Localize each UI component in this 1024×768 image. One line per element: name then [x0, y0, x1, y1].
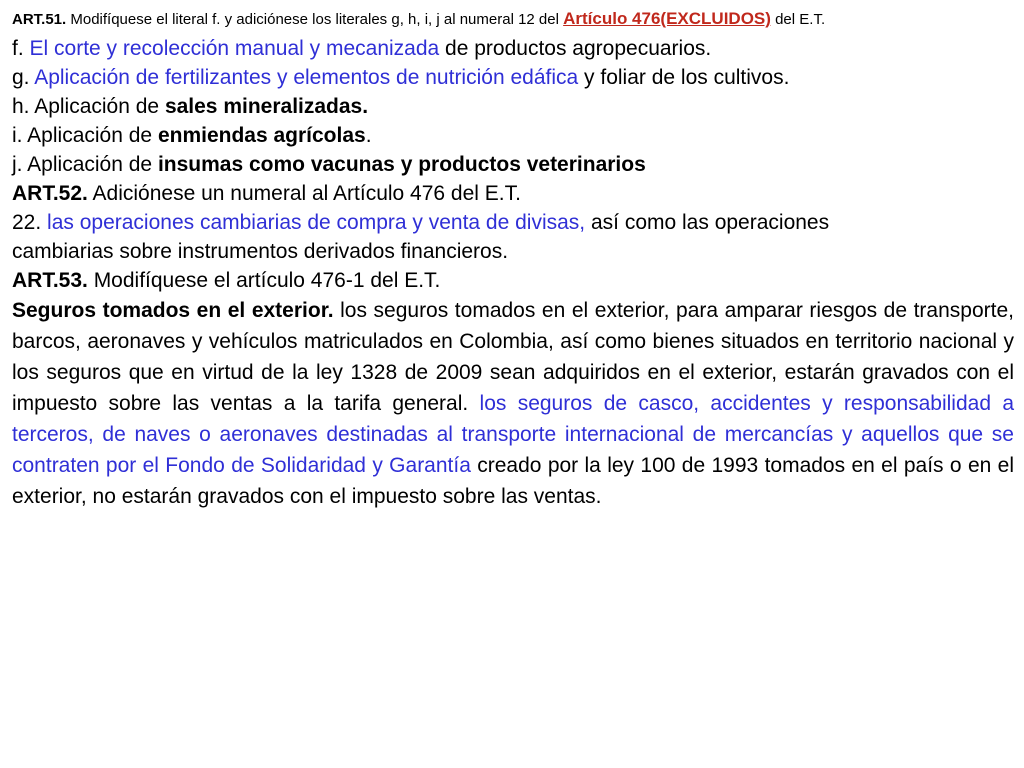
item-g: [12, 63, 1014, 92]
item-i: [12, 121, 1014, 150]
item-g-blue: Aplicación de fertilizantes y elementos de nutrición edáfica: [34, 66, 579, 89]
art52-label: ART.52.: [12, 182, 88, 205]
slide-content: [12, 8, 1014, 512]
seguros-paragraph: [12, 295, 1014, 512]
item-h-prefix: h. Aplicación de: [12, 95, 165, 118]
art52-text: Adiciónese un numeral al Artículo 476 del E.T.: [87, 182, 521, 205]
seguros-text-end: creado por la ley 100 de 1993 tomados en el país o en el exterior, no estarán gravados con el impuesto sobre las ventas.: [12, 454, 1014, 508]
item-j-bold: insumas como vacunas y productos veterinarios: [157, 153, 646, 176]
item-f-prefix: f.: [12, 37, 30, 60]
art53-text: Modifíquese el artículo 476-1 del E.T.: [87, 269, 441, 292]
item-22: [12, 208, 1014, 237]
art51-highlight: Artículo 476(EXCLUIDOS): [563, 9, 771, 28]
item-f-suffix: de productos agropecuarios.: [439, 37, 712, 60]
art51-text: Modifíquese el literal f. y adiciónese los literales g, h, i, j al numeral 12 del: [66, 11, 564, 28]
art53-line: [12, 266, 1014, 295]
art51-line: [12, 8, 1014, 31]
item-f: [12, 34, 1014, 63]
item-j-prefix: j. Aplicación de: [12, 153, 158, 176]
art53-label: ART.53.: [12, 269, 88, 292]
item-g-suffix: y foliar de los cultivos.: [578, 66, 790, 89]
item-i-suffix: .: [365, 124, 372, 147]
item-j: [12, 150, 1014, 179]
seguros-heading: Seguros tomados en el exterior.: [12, 299, 334, 322]
art51-label: ART.51.: [12, 11, 67, 28]
item-h-bold: sales mineralizadas.: [164, 95, 369, 118]
seguros-text: los seguros tomados en el exterior, para amparar riesgos de transporte, barcos, aeronaves y vehículos matriculados en Colombia, así como bienes situados en territorio nacional y los seguros que en virtud de la ley 1328 de 2009 sean adquiridos en el exterior, estarán gravados con el impuesto sobre las ventas a la tarifa general.: [12, 299, 1014, 415]
seguros-blue: los seguros de casco, accidentes y responsabilidad a terceros, de naves o aeronaves destinadas al transporte internacional de mercancías y aquellos que se contraten por el Fondo de Solidaridad y Garantía: [12, 392, 1015, 477]
art51-text-end: del E.T.: [770, 11, 826, 28]
item-i-prefix: i. Aplicación de: [12, 124, 158, 147]
item-22-blue: las operaciones cambiarias de compra y venta de divisas,: [47, 211, 586, 234]
item-f-blue: El corte y recolección manual y mecanizada: [29, 37, 440, 60]
item-22-prefix: 22.: [12, 211, 48, 234]
item-22-continuation: cambiarias sobre instrumentos derivados financieros.: [12, 240, 509, 263]
item-g-prefix: g.: [12, 66, 35, 89]
item-22-suffix: así como las operaciones: [585, 211, 830, 234]
art52-line: [12, 179, 1014, 208]
item-h: [12, 92, 1014, 121]
item-i-bold: enmiendas agrícolas: [157, 124, 366, 147]
